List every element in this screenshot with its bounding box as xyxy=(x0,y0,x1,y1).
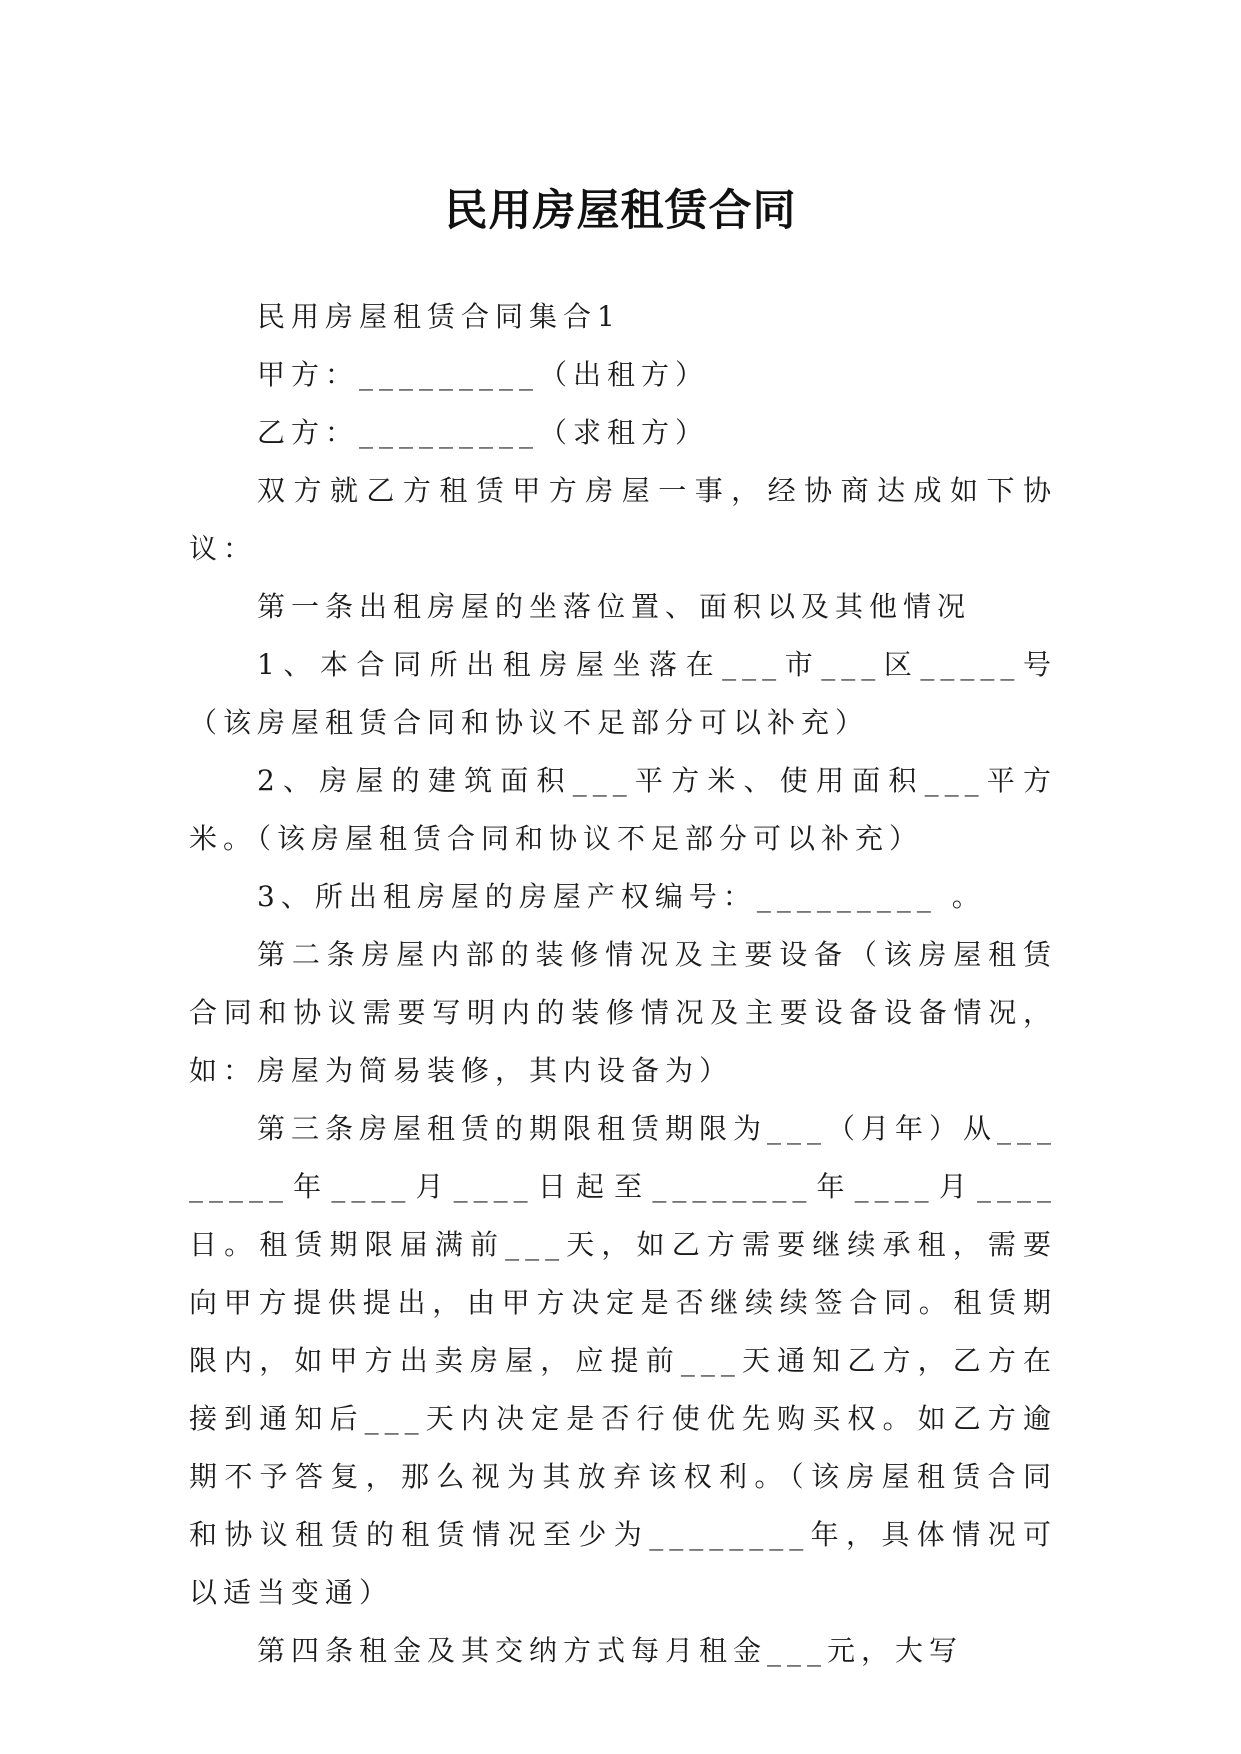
paragraph-collection-heading: 民用房屋租赁合同集合1 xyxy=(257,300,621,333)
paragraph-article-4: 第四条租金及其交纳方式每月租金___元，大写 xyxy=(257,1634,964,1667)
paragraph-article-1-item-1: 1、本合同所出租房屋坐落在___市___区_____号（该房屋租赁合同和协议不足部分可以补充） xyxy=(189,648,1057,739)
paragraph-article-2: 第二条房屋内部的装修情况及主要设备（该房屋租赁合同和协议需要写明内的装修情况及主要设备设备情况，如：房屋为简易装修，其内设备为） xyxy=(189,938,1057,1087)
paragraph-article-1-item-2: 2、房屋的建筑面积___平方米、使用面积___平方米。（该房屋租赁合同和协议不足部分可以补充） xyxy=(189,764,1057,855)
paragraph-party-b: 乙方：_________（求租方） xyxy=(257,416,710,449)
paragraph-agreement-intro: 双方就乙方租赁甲方房屋一事，经协商达成如下协议： xyxy=(189,474,1057,565)
document-title: 民用房屋租赁合同 xyxy=(444,185,797,236)
paragraph-article-3: 第三条房屋租赁的期限租赁期限为___（月年）从________年____月____日起至________年____月____日。租赁期限届满前___天，如乙方需要继续承租，需要向甲方提供提出，由甲方决定是否继续续签合同。租赁期限内，如甲方出卖房屋，应提前___天通知乙方，乙方在接到通知后___天内决定是否行使优先购买权。如乙方逾期不予答复，那么视为其放弃该权利。（该房屋租赁合同和协议租赁的租赁情况至少为________年，具体情况可以适当变通） xyxy=(189,1112,1058,1609)
paragraph-article-1-item-3: 3、所出租房屋的房屋产权编号：_________ 。 xyxy=(257,880,986,913)
document-body xyxy=(189,288,1057,1680)
paragraph-article-1-heading: 第一条出租房屋的坐落位置、面积以及其他情况 xyxy=(257,590,972,623)
paragraph-party-a: 甲方：_________（出租方） xyxy=(257,358,710,391)
